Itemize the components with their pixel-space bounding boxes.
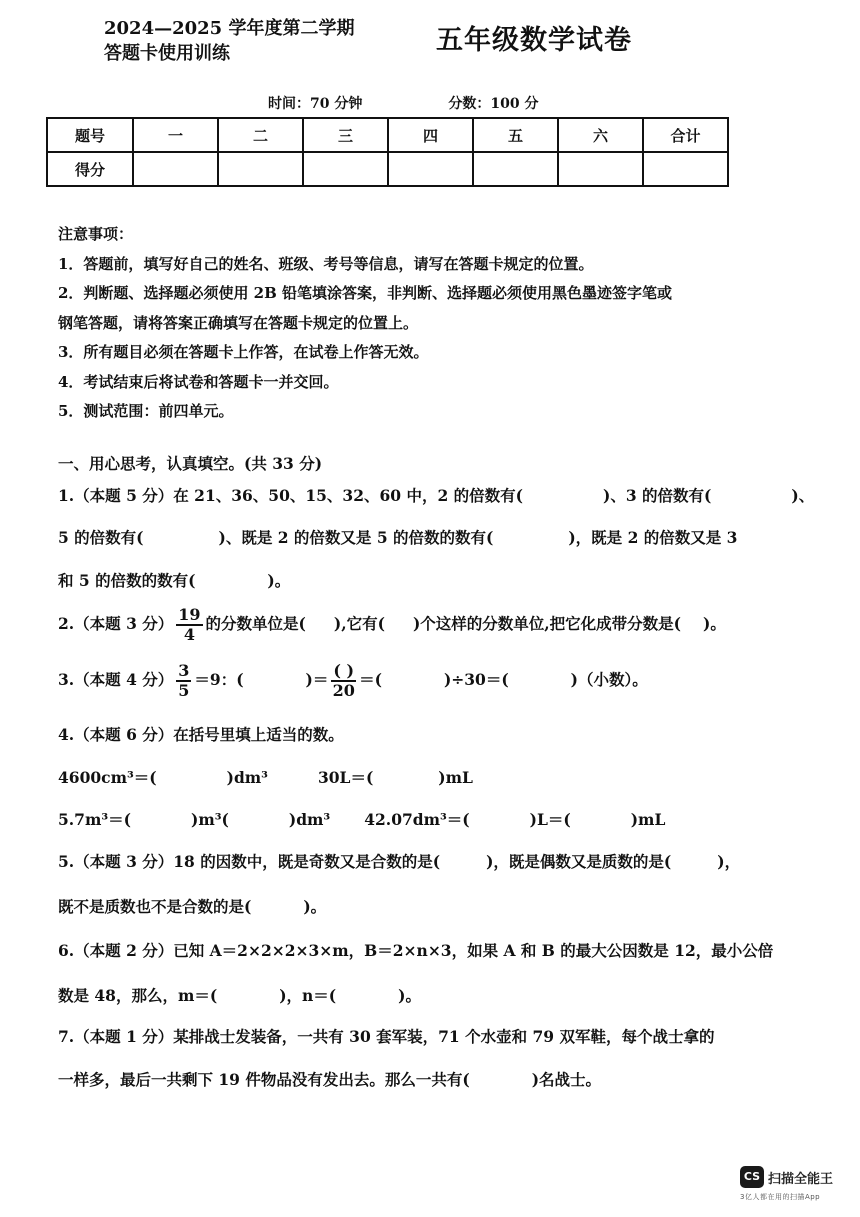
notes-section <box>58 220 828 427</box>
score-table-header-row <box>47 118 728 152</box>
q-text: 5.7m³＝( <box>58 810 131 829</box>
fraction <box>331 662 356 700</box>
notes-item: 5．测试范围：前四单元。 <box>58 402 234 420</box>
scanner-watermark <box>740 1166 840 1202</box>
question-1-line-1 <box>58 484 814 506</box>
score-input-cell[interactable] <box>388 152 473 186</box>
fraction-denominator: 5 <box>178 681 190 700</box>
fraction-numerator: 3 <box>178 661 190 680</box>
q-text: )。 <box>703 614 726 633</box>
fraction-numerator: 19 <box>178 605 201 624</box>
q-text: 的分数单位是( <box>205 614 306 633</box>
score-table-cell: 六 <box>558 118 643 152</box>
score-input-cell[interactable] <box>218 152 303 186</box>
q-text: 42.07dm³＝( <box>364 810 470 829</box>
q-text: )dm³ <box>288 810 331 829</box>
q-text: )、既是 2 的倍数又是 5 的倍数的数有( <box>218 528 494 547</box>
question-4-row-1 <box>58 766 473 788</box>
q-text: ＝9：( <box>194 670 244 689</box>
q-text: )、3 的倍数有( <box>603 486 712 505</box>
fraction <box>176 662 191 700</box>
fraction-numerator: ( ) <box>333 661 355 680</box>
score-input-cell[interactable] <box>643 152 728 186</box>
notes-item: 1．答题前，填写好自己的姓名、班级、考号等信息，请写在答题卡规定的位置。 <box>58 254 594 273</box>
q-text: )个这样的分数单位,把它化成带分数是( <box>412 614 682 633</box>
question-6-line-1: 6.（本题 2 分）已知 A＝2×2×2×3×m，B＝2×n×3，如果 A 和 B 的最大公因数是 12，最小公倍 <box>58 941 774 960</box>
notes-item: 2．判断题、选择题必须使用 2B 铅笔填涂答案，非判断、选择题必须使用黑色墨迹签字笔或 <box>58 284 673 302</box>
score-table-cell: 四 <box>388 118 473 152</box>
score-input-cell[interactable] <box>558 152 643 186</box>
fraction-denominator: 20 <box>332 681 355 700</box>
score-input-cell[interactable] <box>133 152 218 186</box>
score-table <box>46 117 729 187</box>
watermark-name: 扫描全能王 <box>768 1171 834 1187</box>
fraction-denominator: 4 <box>183 625 195 644</box>
q-text: 1.（本题 5 分）在 21、36、50、15、32、60 中，2 的倍数有( <box>58 486 523 505</box>
camscanner-icon: CS <box>740 1166 764 1188</box>
q-text: 2.（本题 3 分） <box>58 614 174 633</box>
score-table-cell: 一 <box>133 118 218 152</box>
q-text: )（小数）。 <box>570 670 648 689</box>
q-text: )。 <box>303 897 327 916</box>
score-table-cell: 五 <box>473 118 558 152</box>
q-text: 既不是质数也不是合数的是( <box>58 897 252 916</box>
q-text: )＝ <box>305 670 329 689</box>
q-text: )名战士。 <box>531 1070 602 1089</box>
exam-score: 分数：100 分 <box>448 96 539 112</box>
q-text: )mL <box>630 810 666 829</box>
page-title: 五年级数学试卷 <box>436 25 632 56</box>
q-text: 5.（本题 3 分）18 的因数中，既是奇数又是合数的是( <box>58 852 441 871</box>
q-text: 和 5 的倍数的数有( <box>58 571 196 590</box>
question-6-line-2 <box>58 984 421 1006</box>
fraction <box>176 606 202 644</box>
question-2 <box>58 606 726 644</box>
exam-info <box>268 93 538 113</box>
watermark-tagline: 3亿人都在用的扫描App <box>740 1193 821 1201</box>
school-year: 2024—2025 学年度第二学期 <box>104 18 355 39</box>
score-input-cell[interactable] <box>473 152 558 186</box>
question-5-line-1 <box>58 850 740 872</box>
section-title: 一、用心思考，认真填空。(共 33 分) <box>58 454 323 473</box>
question-4-intro: 4.（本题 6 分）在括号里填上适当的数。 <box>58 725 344 744</box>
question-3 <box>58 662 648 700</box>
q-text: )dm³ <box>226 768 268 787</box>
q-text: 一样多，最后一共剩下 19 件物品没有发出去。那么一共有( <box>58 1070 470 1089</box>
q-text: ),它有( <box>333 614 385 633</box>
q-text: ＝( <box>359 670 382 689</box>
score-table-cell: 得分 <box>47 152 133 186</box>
notes-heading: 注意事项： <box>58 225 134 243</box>
q-text: )m³( <box>191 810 229 829</box>
exam-time: 时间：70 分钟 <box>268 96 363 112</box>
q-text: )，既是 2 的倍数又是 3 <box>568 528 738 547</box>
notes-item: 钢笔答题，请将答案正确填写在答题卡规定的位置上。 <box>58 313 419 332</box>
q-text: )、 <box>791 486 815 505</box>
score-table-cell: 二 <box>218 118 303 152</box>
q-text: 3.（本题 4 分） <box>58 670 174 689</box>
exam-subtitle: 答题卡使用训练 <box>104 43 230 64</box>
q-text: )mL <box>438 768 473 787</box>
question-7-line-1: 7.（本题 1 分）某排战士发装备，一共有 30 套军装，71 个水壶和 79 双军鞋，每个战士拿的 <box>58 1027 715 1046</box>
q-text: )。 <box>398 986 421 1005</box>
score-table-cell: 合计 <box>643 118 728 152</box>
notes-item: 4．考试结束后将试卷和答题卡一并交回。 <box>58 372 339 391</box>
question-4-row-2 <box>58 808 665 830</box>
q-text: )。 <box>267 571 291 590</box>
question-5-line-2 <box>58 895 326 917</box>
score-table-score-row <box>47 152 728 186</box>
q-text: )，既是偶数又是质数的是( <box>486 852 672 871</box>
score-table-cell: 题号 <box>47 118 133 152</box>
exam-header-left <box>104 16 354 66</box>
notes-item: 3．所有题目必须在答题卡上作答，在试卷上作答无效。 <box>58 343 429 361</box>
q-text: )， <box>717 852 741 871</box>
q-text: )÷30＝( <box>443 670 509 689</box>
q-text: )L＝( <box>529 810 571 829</box>
q-text: 30L＝( <box>317 768 374 787</box>
q-text: )，n＝( <box>279 986 337 1005</box>
q-text: 数是 48，那么，m＝( <box>58 986 218 1005</box>
question-1-line-3 <box>58 569 290 591</box>
q-text: 5 的倍数有( <box>58 528 144 547</box>
score-table-cell: 三 <box>303 118 388 152</box>
q-text: 4600cm³＝( <box>58 768 157 787</box>
question-7-line-2 <box>58 1068 601 1090</box>
question-1-line-2 <box>58 526 737 548</box>
score-input-cell[interactable] <box>303 152 388 186</box>
